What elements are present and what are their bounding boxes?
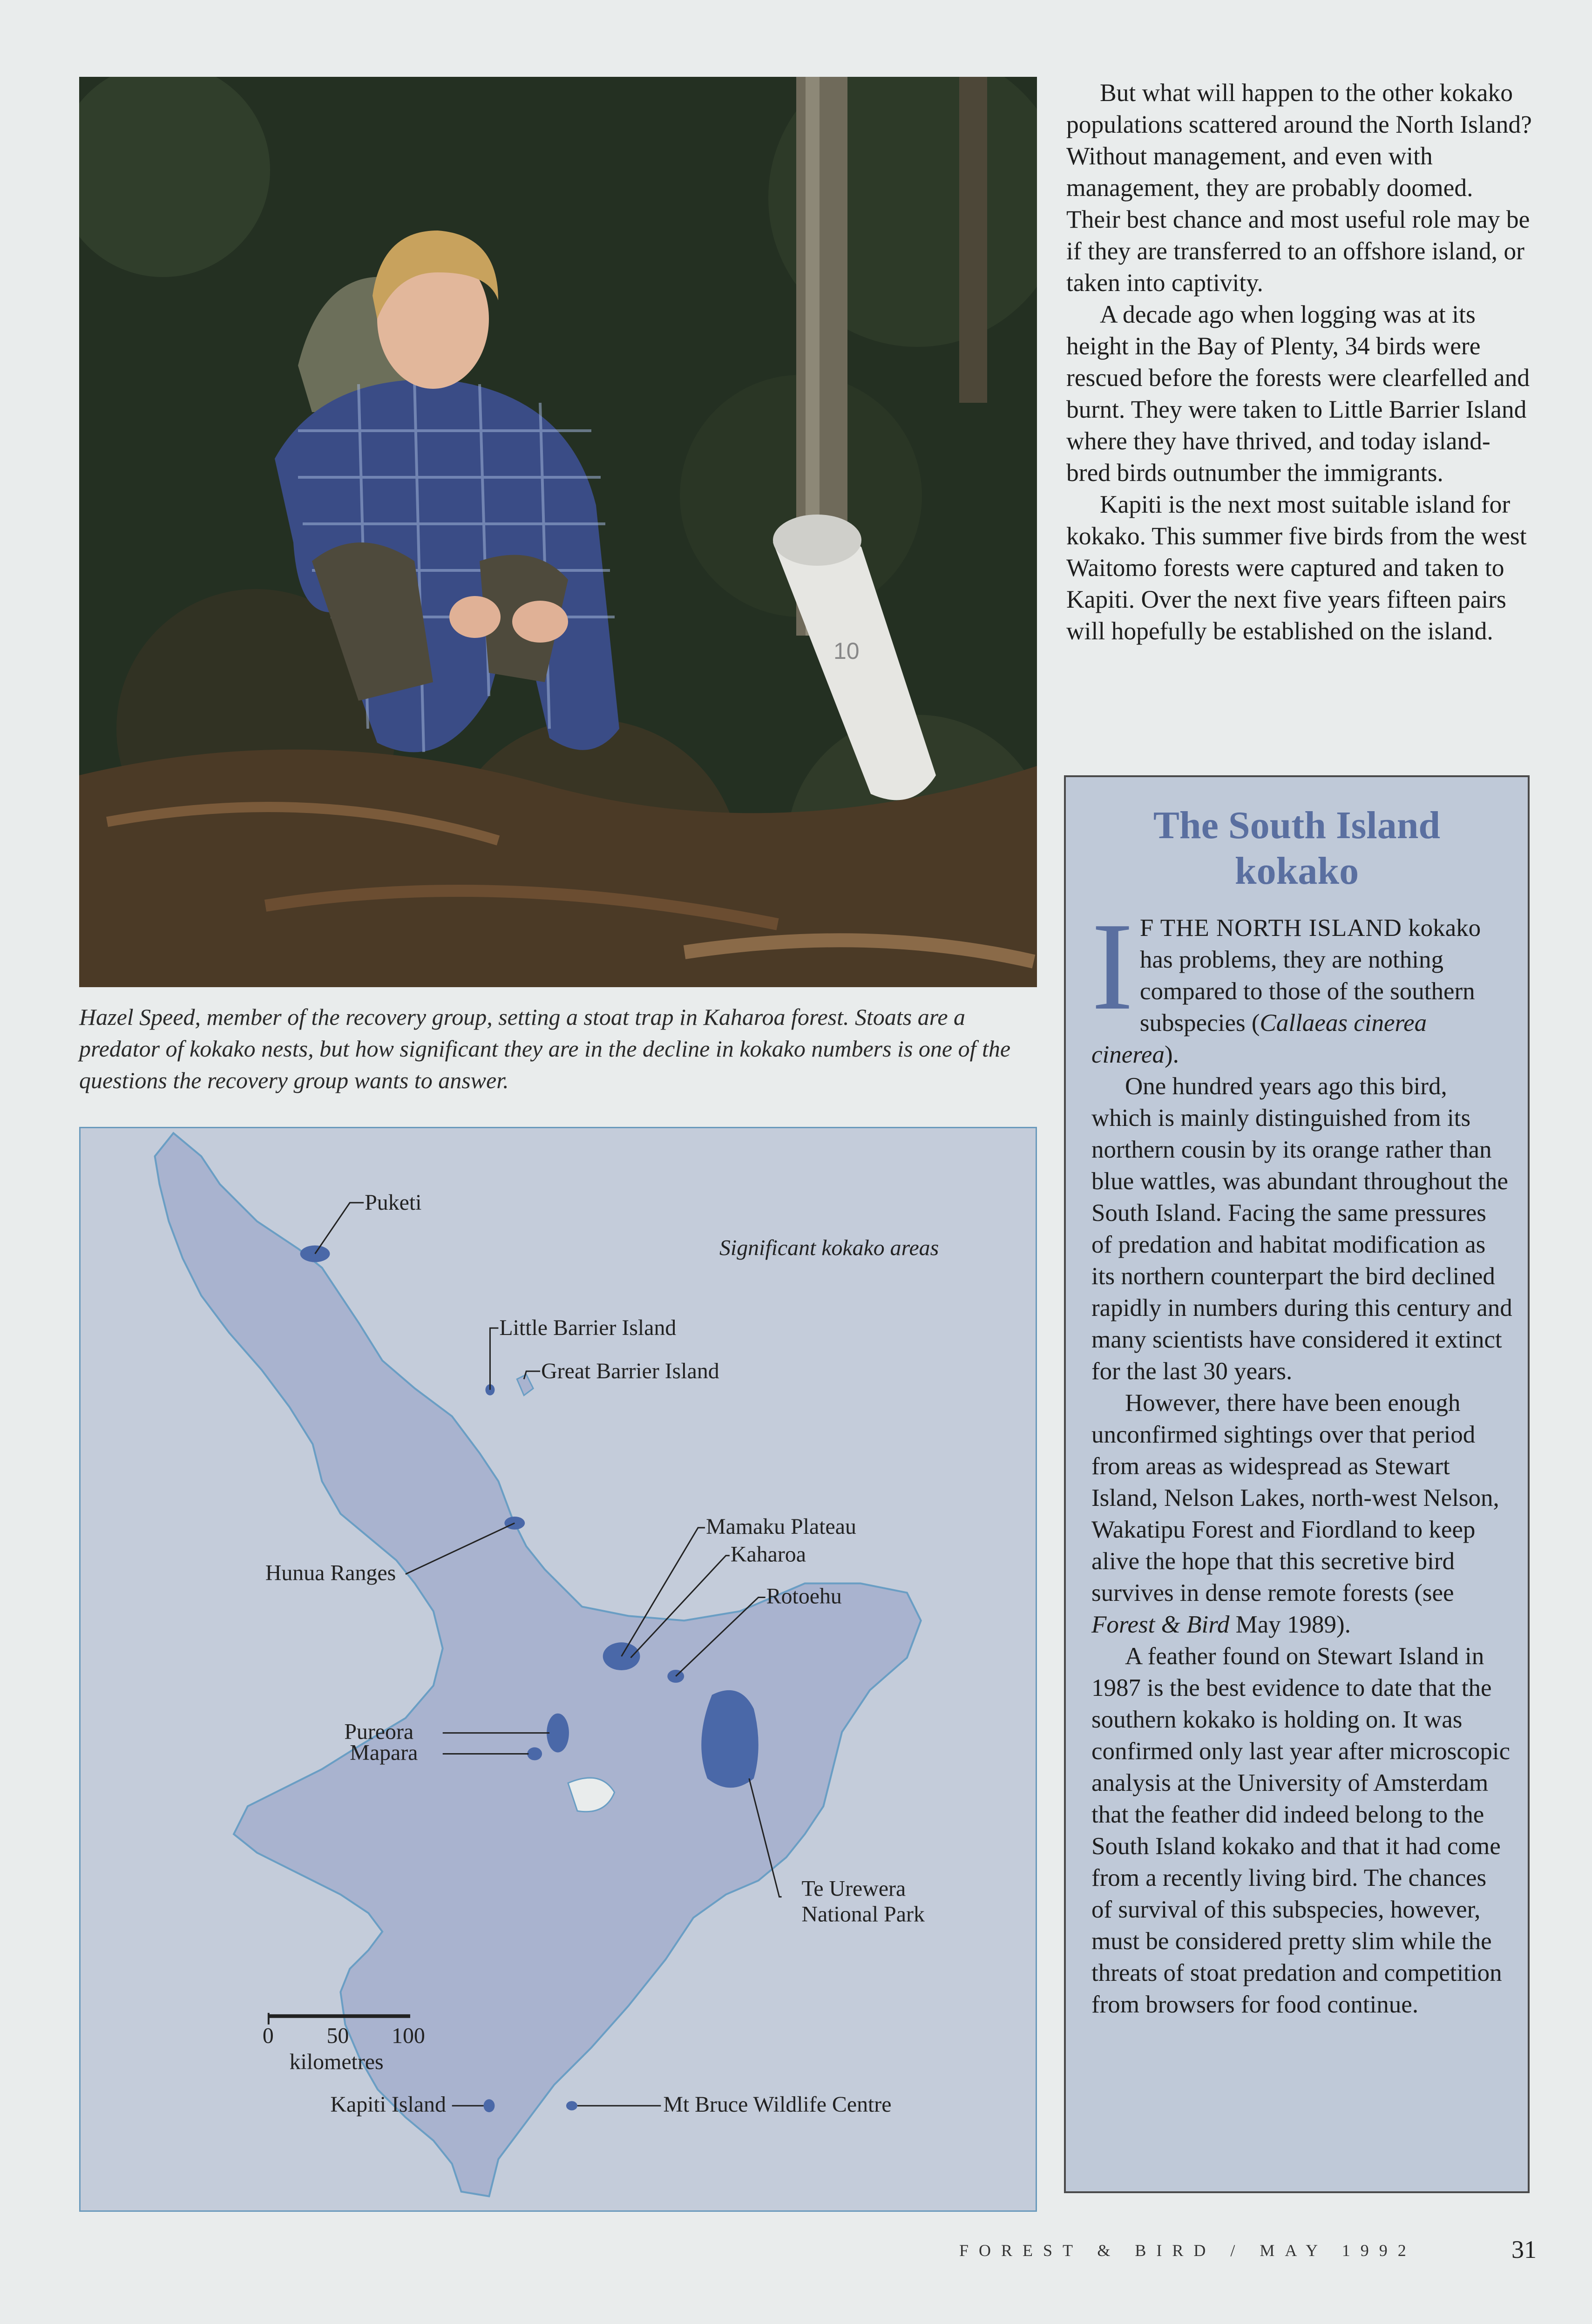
scale-tick-100: 100 [392, 2023, 425, 2048]
photo-caption: Hazel Speed, member of the recovery group, setting a stoat trap in Kaharoa forest. Stoats are a predator of kokako nests, but how significant they are in the decline in kokako numbers is one of the questions the recovery group wants to answer. [79, 1004, 1011, 1093]
latin-name: Callaeas cinerea cinerea [1091, 1010, 1427, 1068]
scale-tick-0: 0 [262, 2023, 274, 2048]
article-paragraph: Kapiti is the next most suitable island for kokako. This summer five birds from the west Waitomo forests were captured and taken to Kapiti. Over the next five years fifteen pairs will hopefully be established on the island. [1066, 490, 1527, 645]
sidebar-text: May 1989). [1229, 1611, 1351, 1638]
label-mamaku: Mamaku Plateau [706, 1514, 856, 1539]
label-pureora: Pureora [344, 1719, 414, 1744]
label-te-urewera: Te Urewera [801, 1876, 906, 1901]
label-kaharoa: Kaharoa [730, 1542, 806, 1567]
sidebar-text: kokako has problems, they are nothing compared to those of the southern subspecies ( [1139, 915, 1481, 1037]
label-puketi: Puketi [365, 1190, 422, 1215]
article-column [1066, 77, 1532, 647]
label-hunua: Hunua Ranges [265, 1560, 396, 1585]
mt-bruce-area [566, 2101, 577, 2110]
label-mapara: Mapara [350, 1740, 418, 1765]
scale-tick-50: 50 [326, 2023, 349, 2048]
label-little-barrier: Little Barrier Island [499, 1315, 677, 1341]
sidebar-paragraph [1091, 1387, 1513, 1640]
sidebar-body [1091, 897, 1513, 2020]
sidebar-title-line2: kokako [1234, 849, 1359, 893]
sidebar-title [1066, 803, 1528, 894]
map-svg [81, 1128, 1036, 2210]
sidebar-box [1064, 775, 1530, 2193]
magazine-reference: Forest & Bird [1091, 1611, 1230, 1638]
forest-photo [79, 77, 1037, 987]
te-urewera-area [701, 1690, 758, 1788]
sidebar-text: ). [1164, 1041, 1179, 1068]
label-national-park: National Park [801, 1902, 925, 1927]
sidebar-title-line1: The South Island [1153, 804, 1441, 847]
article-paragraph: But what will happen to the other kokako populations scattered around the North Island? Without management, and even with management, they are probably doomed. Their best chance and most useful role may be if they are transferred to an offshore island, or taken into captivity. [1066, 79, 1532, 297]
sidebar-text: However, there have been enough unconfirmed sightings over that period from areas as widespread as Stewart Island, Nelson Lakes, north-west Nelson, Wakatipu Forest and Fiordland to keep alive the hope that this secretive bird survives in dense remote forests (see [1091, 1389, 1499, 1606]
lead-caps: F THE NORTH ISLAND [1139, 915, 1402, 942]
kokako-map [79, 1127, 1037, 2212]
map-title: Significant kokako areas [719, 1235, 939, 1260]
masthead: FOREST & BIRD / MAY 1992 [959, 2241, 1416, 2260]
drop-cap: I [1091, 897, 1133, 1036]
sidebar-paragraph [1091, 897, 1513, 1071]
sidebar-paragraph: One hundred years ago this bird, which is mainly distinguished from its northern cousin by its orange rather than blue wattles, was abundant throughout the South Island. Facing the same pressures of predation and habitat modification as its northern counterpart the bird declined rapidly in numbers during this century and many scientists have considered it extinct for the last 30 years. [1091, 1073, 1512, 1385]
sidebar-paragraph: A feather found on Stewart Island in 1987 is the best evidence to date that the southern kokako is holding on. It was confirmed only last year after microscopic analysis at the University of Amsterdam that the feather did indeed belong to the South Island kokako and that it had come from a recently living bird. The chances of survival of this subspecies, however, must be considered pretty slim while the threats of stoat predation and competition from browsers for food continue. [1091, 1643, 1511, 2018]
article-paragraph: A decade ago when logging was at its height in the Bay of Plenty, 34 birds were rescued before the forests were clearfelled and burnt. They were taken to Little Barrier Island where they have thrived, and today island-bred birds outnumber the immigrants. [1066, 300, 1530, 487]
photo-illustration [79, 77, 1037, 987]
scale-unit: kilometres [289, 2049, 384, 2074]
svg-text:10: 10 [833, 638, 860, 664]
label-rotoehu: Rotoehu [766, 1584, 842, 1609]
page-footer [959, 2235, 1537, 2268]
label-kapiti: Kapiti Island [330, 2092, 446, 2117]
label-great-barrier: Great Barrier Island [541, 1358, 719, 1383]
page-number: 31 [1511, 2236, 1537, 2263]
label-mt-bruce: Mt Bruce Wildlife Centre [663, 2092, 892, 2117]
pureora-area [547, 1714, 569, 1753]
mapara-area [527, 1748, 542, 1761]
kapiti-island [483, 2099, 495, 2112]
